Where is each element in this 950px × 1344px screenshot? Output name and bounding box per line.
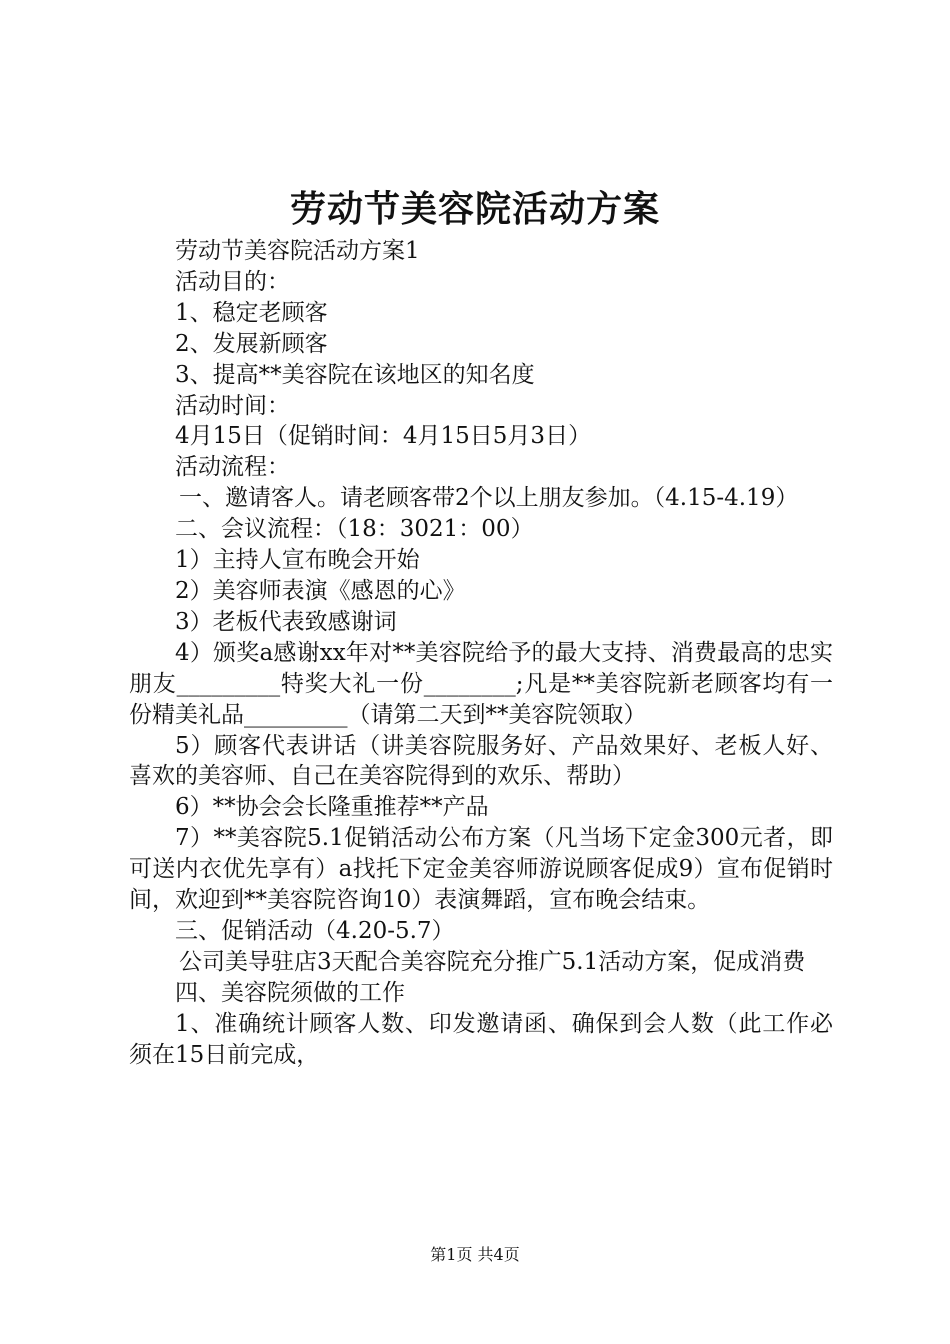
page-footer: 第1页 共4页 — [430, 1245, 520, 1264]
paragraph-activity-process: 活动流程： — [175, 454, 290, 481]
paragraph-step-3: 3）老板代表致感谢词 — [175, 608, 397, 635]
paragraph-invite-guests: 一、邀请客人。请老顾客带2个以上朋友参加。（4.15-4.19） — [179, 485, 799, 512]
paragraph-step-5: 5）顾客代表讲话（讲美容院服务好、产品效果好、老板人好、喜欢的美容师、自己在美容院得到的欢乐、帮助） — [129, 732, 833, 790]
paragraph-purpose-3: 3、提高**美容院在该地区的知名度 — [175, 361, 535, 388]
paragraph-step-2: 2）美容师表演《感恩的心》 — [175, 577, 466, 604]
paragraph-purpose-2: 2、发展新顾客 — [175, 330, 328, 357]
paragraph-purpose-1: 1、稳定老顾客 — [175, 299, 328, 326]
paragraph-heading-plan-1: 劳动节美容院活动方案1 — [175, 238, 420, 264]
paragraph-step-7: 7）**美容院5.1促销活动公布方案（凡当场下定金300元者，即可送内衣优先享有）a找托下定金美容师游说顾客促成9）宣布促销时间，欢迎到**美容院咨询10）表演舞蹈，宣布晚会结束。 — [129, 825, 833, 914]
paragraph-activity-purpose: 活动目的： — [175, 268, 290, 295]
paragraph-step-4: 4）颁奖a感谢xx年对**美容院给予的最大支持、消费最高的忠实朋友_________特奖大礼一份________;凡是**美容院新老顾客均有一份精美礼品_________（请第二天到**美容院领取） — [129, 639, 833, 728]
paragraph-step-6: 6）**协会会长隆重推荐**产品 — [175, 794, 489, 821]
paragraph-time-detail: 4月15日（促销时间：4月15日5月3日） — [175, 423, 592, 450]
paragraph-step-1: 1）主持人宣布晚会开始 — [175, 547, 420, 574]
paragraph-promotion: 三、促销活动（4.20-5.7） — [175, 917, 455, 944]
paragraph-promotion-detail: 公司美导驻店3天配合美容院充分推广5.1活动方案，促成消费 — [179, 948, 806, 975]
paragraph-salon-work: 四、美容院须做的工作 — [175, 979, 405, 1006]
document-body — [129, 236, 833, 1070]
paragraph-activity-time: 活动时间： — [175, 392, 290, 419]
paragraph-meeting-process: 二、会议流程：（18：3021：00） — [175, 516, 534, 543]
document-title: 劳动节美容院活动方案 — [289, 188, 660, 230]
paragraph-work-1: 1、准确统计顾客人数、印发邀请函、确保到会人数（此工作必须在15日前完成， — [129, 1010, 833, 1068]
